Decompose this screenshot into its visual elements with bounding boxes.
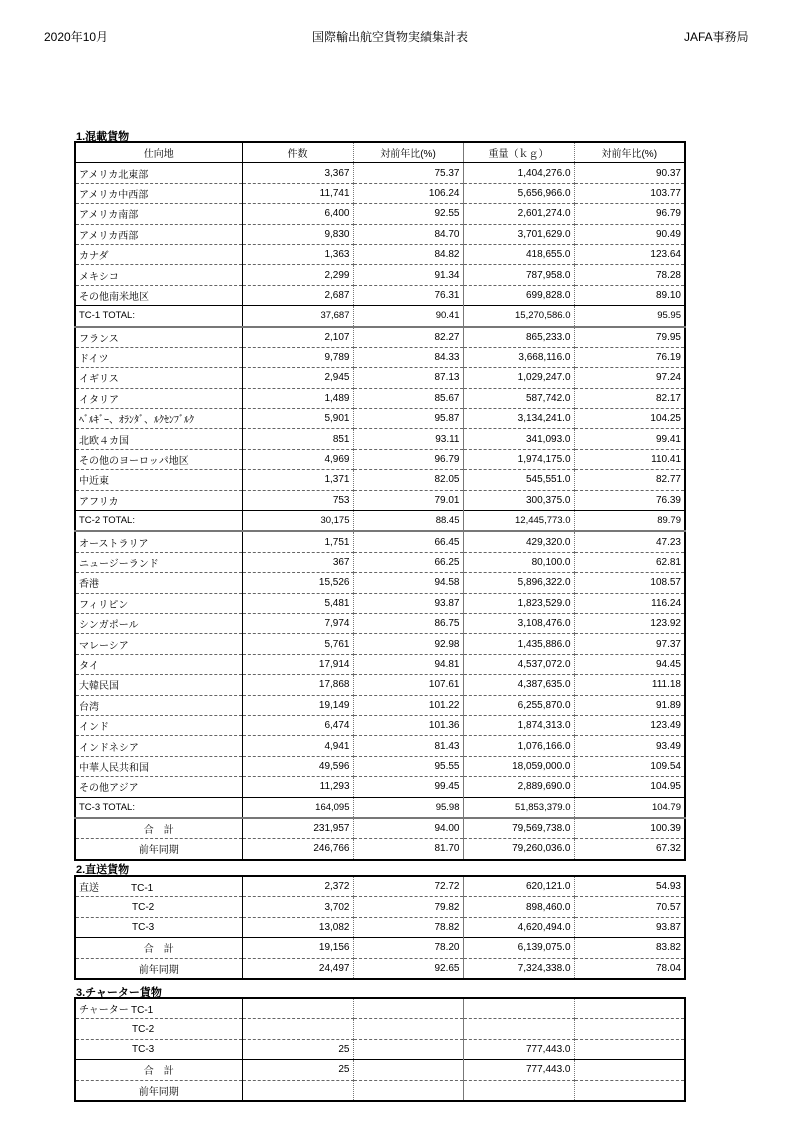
previous-year-row [75,839,685,860]
count-yoy-cell: 88.45 [353,511,463,532]
table-row [75,613,685,633]
weight-cell: 1,974,175.0 [463,449,574,469]
count-cell: 753 [242,490,353,510]
count-cell: 17,868 [242,675,353,695]
traffic-conference-label: TC-3 [132,921,155,933]
destination-cell: TC-3 TOTAL: [75,797,242,818]
destination-cell: タイ [75,654,242,674]
weight-cell: 777,443.0 [463,1039,574,1059]
count-cell: 231,957 [242,818,353,839]
weight-yoy-cell: 97.37 [574,634,685,654]
column-header-weight-yoy: 対前年比(%) [574,142,685,163]
table-row [75,1039,685,1059]
destination-cell: TC-2 TOTAL: [75,511,242,532]
weight-yoy-cell: 90.49 [574,224,685,244]
weight-yoy-cell: 90.37 [574,163,685,183]
destination-cell: 台湾 [75,695,242,715]
destination-cell: メキシコ [75,265,242,285]
destination-cell: その他南米地区 [75,285,242,305]
weight-yoy-cell: 82.77 [574,470,685,490]
weight-yoy-cell: 116.24 [574,593,685,613]
destination-cell: 合 計 [75,818,242,839]
count-yoy-cell: 66.45 [353,531,463,552]
destination-cell: アメリカ中西部 [75,183,242,203]
weight-yoy-cell: 109.54 [574,756,685,776]
count-cell: 49,596 [242,756,353,776]
count-yoy-cell: 106.24 [353,183,463,203]
destination-cell: アフリカ [75,490,242,510]
weight-yoy-cell: 47.23 [574,531,685,552]
count-yoy-cell: 94.00 [353,818,463,839]
count-yoy-cell: 78.20 [353,938,463,958]
column-header-destination: 仕向地 [75,142,242,163]
weight-cell: 545,551.0 [463,470,574,490]
count-cell: 15,526 [242,573,353,593]
table-row [75,876,685,897]
count-yoy-cell: 90.41 [353,306,463,327]
weight-yoy-cell: 99.41 [574,429,685,449]
count-yoy-cell: 75.37 [353,163,463,183]
destination-cell [75,876,242,897]
traffic-conference-label: TC-3 [132,1043,155,1055]
table-row [75,409,685,429]
count-cell: 4,941 [242,736,353,756]
weight-yoy-cell: 103.77 [574,183,685,203]
count-cell: 2,372 [242,876,353,897]
weight-yoy-cell: 97.24 [574,368,685,388]
destination-cell: ドイツ [75,347,242,367]
count-yoy-cell [353,998,463,1019]
weight-yoy-cell [574,1060,685,1080]
count-yoy-cell: 95.98 [353,797,463,818]
count-yoy-cell: 95.87 [353,409,463,429]
count-yoy-cell: 92.98 [353,634,463,654]
count-yoy-cell: 96.79 [353,449,463,469]
weight-cell: 787,958.0 [463,265,574,285]
table-row [75,573,685,593]
report-date: 2020年10月 [44,30,109,44]
count-cell: 5,481 [242,593,353,613]
total-row [75,938,685,958]
count-yoy-cell: 91.34 [353,265,463,285]
weight-cell: 7,324,338.0 [463,958,574,979]
destination-cell: その他のヨーロッパ地区 [75,449,242,469]
weight-yoy-cell: 110.41 [574,449,685,469]
count-yoy-cell: 94.81 [353,654,463,674]
weight-cell: 5,656,966.0 [463,183,574,203]
weight-yoy-cell: 93.87 [574,917,685,937]
count-cell: 367 [242,552,353,572]
table-row [75,552,685,572]
count-yoy-cell: 92.65 [353,958,463,979]
column-header-count: 件数 [242,142,353,163]
count-yoy-cell [353,1060,463,1080]
count-yoy-cell: 93.11 [353,429,463,449]
table-row [75,368,685,388]
charter-cargo-table [74,997,686,1102]
count-yoy-cell: 82.27 [353,327,463,348]
weight-cell: 1,823,529.0 [463,593,574,613]
count-cell: 164,095 [242,797,353,818]
table-row [75,244,685,264]
destination-cell: その他アジア [75,777,242,797]
count-yoy-cell: 79.01 [353,490,463,510]
count-yoy-cell: 94.58 [353,573,463,593]
count-yoy-cell: 93.87 [353,593,463,613]
count-yoy-cell: 101.22 [353,695,463,715]
destination-cell: アメリカ西部 [75,224,242,244]
traffic-conference-label: TC-1 [131,883,154,895]
destination-cell: インド [75,715,242,735]
table-row [75,429,685,449]
table-row [75,347,685,367]
destination-cell: インドネシア [75,736,242,756]
weight-cell: 429,320.0 [463,531,574,552]
weight-cell: 898,460.0 [463,897,574,917]
destination-cell: 前年同期 [138,845,179,857]
table-row [75,183,685,203]
count-cell: 37,687 [242,306,353,327]
direct-cargo-table [74,875,686,980]
destination-cell: 合 計 [75,938,242,958]
table-row [75,715,685,735]
weight-cell: 51,853,379.0 [463,797,574,818]
weight-yoy-cell: 83.82 [574,938,685,958]
count-cell: 11,741 [242,183,353,203]
destination-cell: ニュージーランド [75,552,242,572]
count-cell: 6,474 [242,715,353,735]
weight-yoy-cell: 78.28 [574,265,685,285]
count-cell: 6,400 [242,204,353,224]
weight-cell: 3,108,476.0 [463,613,574,633]
subtotal-row [75,511,685,532]
table-row [75,285,685,305]
weight-yoy-cell: 76.19 [574,347,685,367]
weight-yoy-cell: 123.64 [574,244,685,264]
count-cell: 1,751 [242,531,353,552]
count-cell: 11,293 [242,777,353,797]
weight-yoy-cell: 100.39 [574,818,685,839]
weight-yoy-cell: 82.17 [574,388,685,408]
weight-yoy-cell: 108.57 [574,573,685,593]
table-row [75,777,685,797]
weight-cell: 1,435,886.0 [463,634,574,654]
table-row [75,204,685,224]
destination-cell: シンガポール [75,613,242,633]
weight-cell: 12,445,773.0 [463,511,574,532]
section1-title: 1.混載貨物 [76,131,130,143]
weight-cell: 5,896,322.0 [463,573,574,593]
weight-cell: 2,601,274.0 [463,204,574,224]
count-cell: 1,363 [242,244,353,264]
weight-cell: 1,404,276.0 [463,163,574,183]
table-row [75,449,685,469]
count-yoy-cell: 81.70 [353,839,463,860]
table-row [75,654,685,674]
count-cell: 2,299 [242,265,353,285]
count-cell: 7,974 [242,613,353,633]
count-cell [242,1019,353,1039]
table-row [75,490,685,510]
consolidated-cargo-table [74,141,686,861]
destination-cell: 中華人民共和国 [75,756,242,776]
count-yoy-cell [353,1080,463,1101]
weight-cell: 4,387,635.0 [463,675,574,695]
table-row [75,163,685,183]
weight-yoy-cell: 78.04 [574,958,685,979]
column-header-count-yoy: 対前年比(%) [353,142,463,163]
destination-cell: フィリピン [75,593,242,613]
count-cell: 5,901 [242,409,353,429]
table-row [75,736,685,756]
destination-cell: 香港 [75,573,242,593]
count-yoy-cell: 85.67 [353,388,463,408]
weight-cell: 6,255,870.0 [463,695,574,715]
weight-yoy-cell: 76.39 [574,490,685,510]
organization: JAFA事務局 [684,30,749,44]
count-yoy-cell: 92.55 [353,204,463,224]
count-yoy-cell: 107.61 [353,675,463,695]
destination-cell: アメリカ北東部 [75,163,242,183]
destination-cell: フランス [75,327,242,348]
weight-cell: 18,059,000.0 [463,756,574,776]
count-yoy-cell: 84.82 [353,244,463,264]
count-cell: 30,175 [242,511,353,532]
table-row [75,531,685,552]
weight-yoy-cell: 91.89 [574,695,685,715]
destination-cell: アメリカ南部 [75,204,242,224]
weight-yoy-cell: 62.81 [574,552,685,572]
table-row [75,897,685,917]
weight-cell: 777,443.0 [463,1060,574,1080]
table-row [75,327,685,348]
weight-cell: 15,270,586.0 [463,306,574,327]
count-cell: 2,107 [242,327,353,348]
table-row [75,695,685,715]
count-yoy-cell: 81.43 [353,736,463,756]
count-cell: 4,969 [242,449,353,469]
weight-yoy-cell: 95.95 [574,306,685,327]
total-row [75,818,685,839]
weight-cell: 1,029,247.0 [463,368,574,388]
weight-cell: 3,701,629.0 [463,224,574,244]
count-yoy-cell: 95.55 [353,756,463,776]
weight-cell: 79,260,036.0 [463,839,574,860]
destination-cell: 合 計 [75,1060,242,1080]
destination-cell [75,897,242,917]
weight-yoy-cell: 70.57 [574,897,685,917]
weight-yoy-cell: 104.95 [574,777,685,797]
weight-yoy-cell: 79.95 [574,327,685,348]
count-yoy-cell: 82.05 [353,470,463,490]
destination-cell: ﾍﾞﾙｷﾞｰ、ｵﾗﾝﾀﾞ、ﾙｸｾﾝﾌﾞﾙｸ [75,409,242,429]
traffic-conference-label: TC-2 [132,1023,155,1035]
weight-cell [463,998,574,1019]
destination-cell [75,917,242,937]
table-row [75,756,685,776]
count-yoy-cell: 101.36 [353,715,463,735]
count-cell: 25 [242,1060,353,1080]
count-yoy-cell: 87.13 [353,368,463,388]
count-cell: 1,371 [242,470,353,490]
report-title: 国際輸出航空貨物実績集計表 [312,30,469,44]
count-cell [242,1080,353,1101]
count-yoy-cell: 99.45 [353,777,463,797]
count-cell: 17,914 [242,654,353,674]
weight-yoy-cell: 96.79 [574,204,685,224]
section2-title: 2.直送貨物 [76,864,130,876]
destination-cell: マレーシア [75,634,242,654]
weight-yoy-cell: 123.49 [574,715,685,735]
destination-cell: 中近東 [75,470,242,490]
count-cell: 9,789 [242,347,353,367]
weight-yoy-cell [574,1080,685,1101]
weight-yoy-cell: 89.10 [574,285,685,305]
count-cell: 13,082 [242,917,353,937]
count-cell [242,998,353,1019]
count-cell: 19,149 [242,695,353,715]
weight-cell: 620,121.0 [463,876,574,897]
weight-yoy-cell: 104.25 [574,409,685,429]
count-yoy-cell: 78.82 [353,917,463,937]
weight-cell: 1,874,313.0 [463,715,574,735]
previous-year-row [75,1080,685,1101]
weight-cell: 1,076,166.0 [463,736,574,756]
weight-cell [463,1019,574,1039]
count-yoy-cell: 84.33 [353,347,463,367]
previous-year-row [75,958,685,979]
table-row [75,998,685,1019]
section3-title: 3.チャーター貨物 [76,987,162,999]
count-yoy-cell: 79.82 [353,897,463,917]
count-yoy-cell: 66.25 [353,552,463,572]
destination-cell: イタリア [75,388,242,408]
count-cell: 3,367 [242,163,353,183]
count-cell: 851 [242,429,353,449]
count-cell: 25 [242,1039,353,1059]
count-yoy-cell: 86.75 [353,613,463,633]
table-row [75,470,685,490]
weight-yoy-cell: 67.32 [574,839,685,860]
destination-cell [75,1019,242,1039]
weight-yoy-cell: 111.18 [574,675,685,695]
table-row [75,917,685,937]
group-label: 直送 [79,883,99,895]
group-label: チャーター [79,1005,129,1017]
weight-yoy-cell: 54.93 [574,876,685,897]
weight-yoy-cell [574,1019,685,1039]
count-yoy-cell [353,1019,463,1039]
count-yoy-cell: 72.72 [353,876,463,897]
count-cell: 2,687 [242,285,353,305]
weight-cell: 4,620,494.0 [463,917,574,937]
weight-cell: 3,134,241.0 [463,409,574,429]
destination-cell: イギリス [75,368,242,388]
table-row [75,388,685,408]
weight-cell: 6,139,075.0 [463,938,574,958]
weight-cell: 3,668,116.0 [463,347,574,367]
weight-yoy-cell: 94.45 [574,654,685,674]
count-cell: 246,766 [242,839,353,860]
weight-yoy-cell [574,998,685,1019]
weight-cell: 418,655.0 [463,244,574,264]
count-cell: 9,830 [242,224,353,244]
column-header-weight: 重量（ｋｇ） [463,142,574,163]
destination-cell: 前年同期 [138,1086,179,1098]
traffic-conference-label: TC-1 [131,1005,154,1017]
weight-cell: 79,569,738.0 [463,818,574,839]
weight-yoy-cell: 123.92 [574,613,685,633]
weight-yoy-cell: 89.79 [574,511,685,532]
destination-cell [75,998,242,1019]
weight-cell [463,1080,574,1101]
weight-cell: 80,100.0 [463,552,574,572]
count-yoy-cell: 84.70 [353,224,463,244]
weight-cell: 4,537,072.0 [463,654,574,674]
count-yoy-cell [353,1039,463,1059]
weight-cell: 865,233.0 [463,327,574,348]
destination-cell: オーストラリア [75,531,242,552]
table-header [75,142,685,163]
count-cell: 2,945 [242,368,353,388]
table-row [75,675,685,695]
count-cell: 5,761 [242,634,353,654]
destination-cell: カナダ [75,244,242,264]
subtotal-row [75,797,685,818]
weight-cell: 300,375.0 [463,490,574,510]
table-row [75,265,685,285]
destination-cell: 大韓民国 [75,675,242,695]
weight-yoy-cell: 104.79 [574,797,685,818]
count-cell: 1,489 [242,388,353,408]
destination-cell: 前年同期 [138,964,179,976]
count-cell: 19,156 [242,938,353,958]
traffic-conference-label: TC-2 [132,901,155,913]
weight-cell: 699,828.0 [463,285,574,305]
weight-cell: 587,742.0 [463,388,574,408]
count-cell: 24,497 [242,958,353,979]
table-row [75,593,685,613]
count-cell: 3,702 [242,897,353,917]
weight-yoy-cell [574,1039,685,1059]
weight-cell: 2,889,690.0 [463,777,574,797]
total-row [75,1060,685,1080]
table-row [75,224,685,244]
weight-cell: 341,093.0 [463,429,574,449]
weight-yoy-cell: 93.49 [574,736,685,756]
destination-cell [75,1039,242,1059]
destination-cell: 北欧４カ国 [75,429,242,449]
count-yoy-cell: 76.31 [353,285,463,305]
destination-cell: TC-1 TOTAL: [75,306,242,327]
subtotal-row [75,306,685,327]
table-row [75,634,685,654]
table-row [75,1019,685,1039]
